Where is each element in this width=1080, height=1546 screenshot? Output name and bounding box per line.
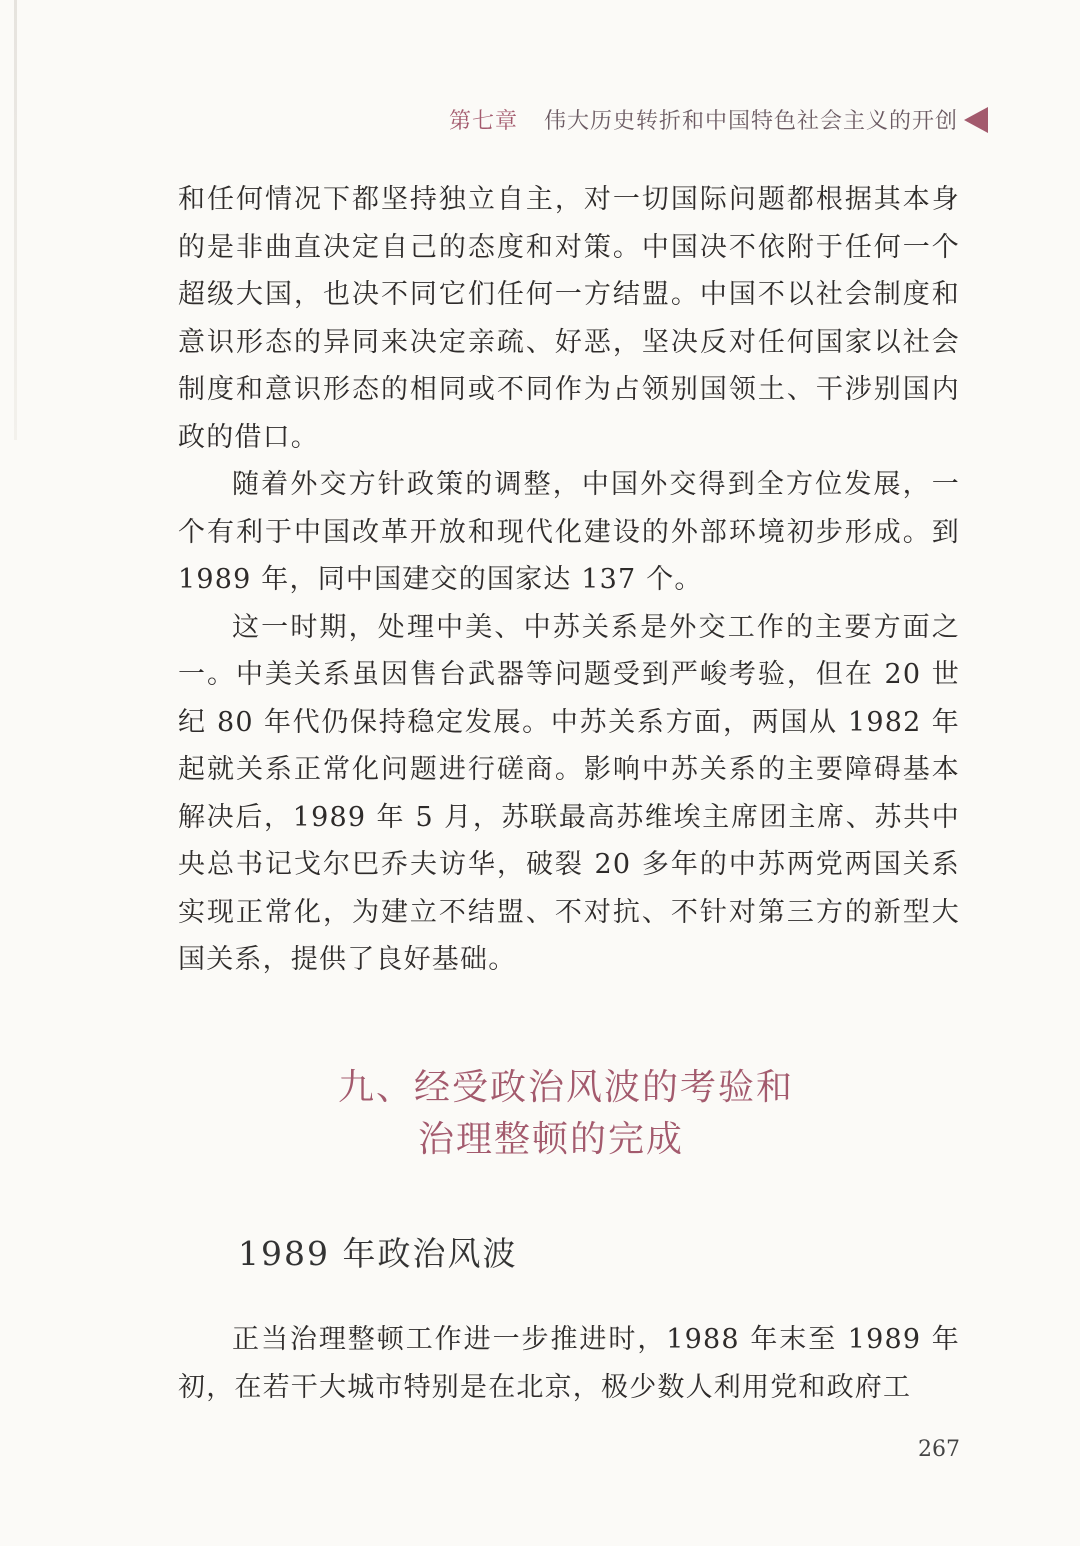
page-number: 267 (918, 1437, 960, 1462)
section-heading-line1: 九、经受政治风波的考验和 (338, 1067, 795, 1108)
running-header (449, 104, 988, 135)
page-edge-shadow (14, 0, 17, 440)
paragraph: 正当治理整顿工作进一步推进时，1988 年末至 1989 年初，在若干大城市特别是在北京，极少数人利用党和政府工 (178, 1324, 960, 1403)
paragraph-continued: 和任何情况下都坚持独立自主，对一切国际问题都根据其本身的是非曲直决定自己的态度和对策。中国决不依附于任何一个超级大国，也决不同它们任何一方结盟。中国不以社会制度和意识形态的异同来决定亲疏、好恶，坚决反对任何国家以社会制度和意识形态的相同或不同作为占领别国领土、干涉别国内政的借口。 (178, 184, 960, 453)
left-triangle-icon (964, 107, 988, 133)
section-heading-line2: 治理整顿的完成 (418, 1119, 685, 1160)
chapter-number: 第七章 (448, 109, 518, 134)
body-text-block-2 (178, 1316, 960, 1411)
paragraph: 随着外交方针政策的调整，中国外交得到全方位发展，一个有利于中国改革开放和现代化建设的外部环境初步形成。到 1989 年，同中国建交的国家达 137 个。 (178, 469, 960, 595)
chapter-title: 伟大历史转折和中国特色社会主义的开创 (543, 109, 958, 134)
section-heading (338, 1062, 794, 1166)
paragraph: 这一时期，处理中美、中苏关系是外交工作的主要方面之一。中美关系虽因售台武器等问题受到严峻考验，但在 20 世纪 80 年代仍保持稳定发展。中苏关系方面，两国从 1982 年起就关系正常化问题进行磋商。影响中苏关系的主要障碍基本解决后，1989 年 5 月，苏联最高苏维埃主席团主席、苏共中央总书记戈尔巴乔夫访华，破裂 20 多年的中苏两党两国关系实现正常化，为建立不结盟、不对抗、不针对第三方的新型大国关系，提供了良好基础。 (178, 611, 960, 975)
subsection-heading: 1989 年政治风波 (238, 1234, 518, 1273)
body-text-block (178, 176, 960, 984)
